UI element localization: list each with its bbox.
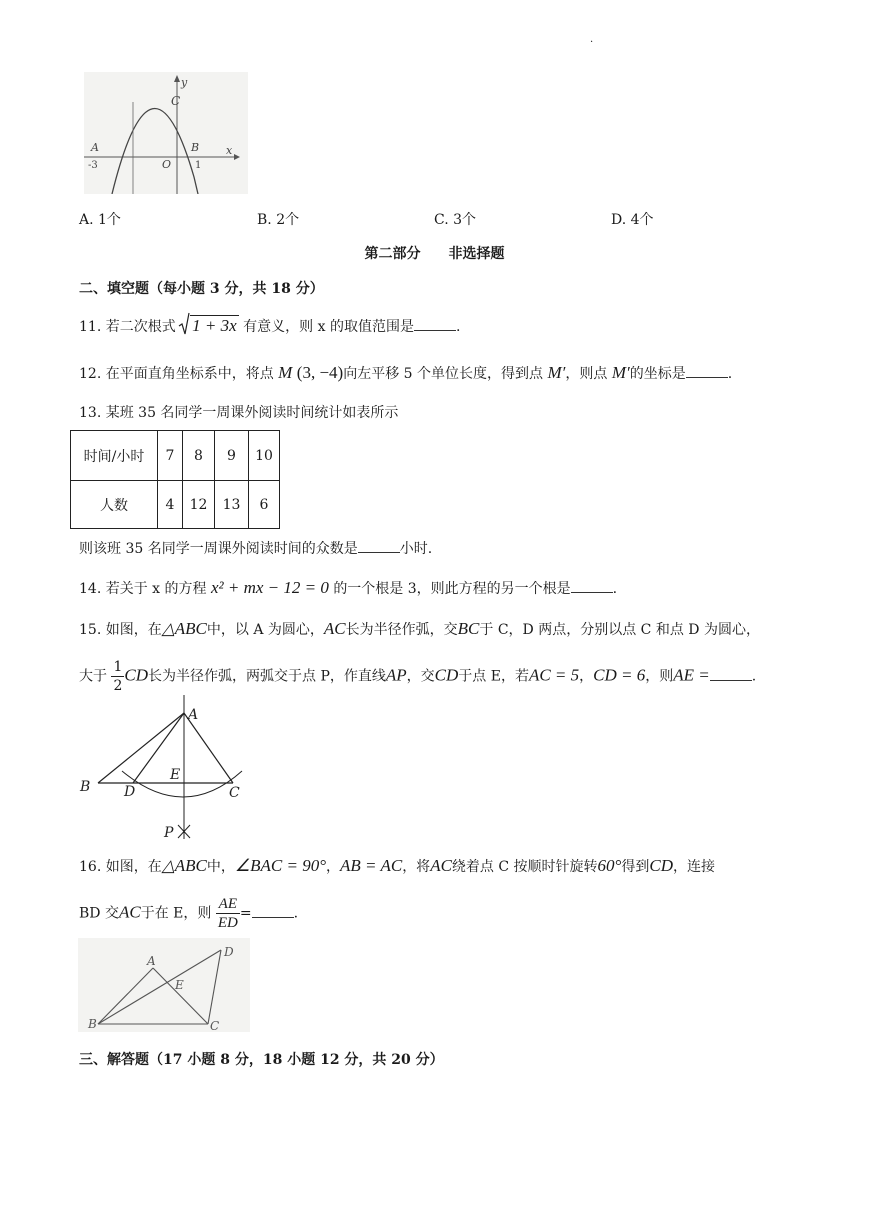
- section-three-heading: 三、解答题（17 小题 8 分，18 小题 12 分，共 20 分）: [79, 1052, 444, 1068]
- table-row: [71, 431, 280, 481]
- header-dot: .: [590, 34, 594, 45]
- parabola-graph: [84, 72, 248, 194]
- table-cell: 8: [183, 431, 215, 481]
- label-b: B: [80, 779, 91, 795]
- label-d: D: [224, 945, 234, 959]
- tick-neg3-label: -3: [88, 160, 98, 171]
- x-axis-label: x: [226, 144, 233, 157]
- reading-time-table: [70, 430, 280, 529]
- table-header-count: 人数: [71, 481, 158, 529]
- question-14: 14. 若关于 x 的方程 x² + mx − 12 = 0 的一个根是 3，则此方程的另一个根是 .: [79, 578, 618, 597]
- point-a-label: A: [91, 141, 99, 154]
- label-c: C: [229, 785, 240, 801]
- answer-blank-11: [414, 316, 456, 331]
- label-b: B: [88, 1017, 97, 1031]
- question-15-line-2: 大于 $\frac{1}{2}$ CD长为半径作弧，两弧交于点 P，作直线AP，交CD于点 E，若AC = 5，CD = 6，则AE = .: [79, 659, 757, 694]
- question-15-line-1: 15. 如图，在△ABC中，以 A 为圆心，AC长为半径作弧，交BC于 C，D 两点，分别以点 C 和点 D 为圆心，: [79, 619, 760, 638]
- label-e: E: [175, 978, 184, 992]
- answer-blank-15: [710, 666, 752, 681]
- question-13-followup: 则该班 35 名同学一周课外阅读时间的众数是 小时.: [79, 538, 432, 559]
- answer-blank-12: [686, 363, 728, 378]
- table-cell: 12: [183, 481, 215, 529]
- table-row: [71, 481, 280, 529]
- table-cell: 6: [249, 481, 280, 529]
- label-a: A: [188, 707, 199, 723]
- y-axis-label: y: [181, 76, 188, 89]
- rotation-figure: [78, 938, 250, 1032]
- table-cell: 10: [249, 431, 280, 481]
- answer-blank-14: [571, 578, 613, 593]
- label-d: D: [124, 784, 136, 800]
- choice-b: B. 2个: [257, 212, 300, 228]
- point-b-label: B: [191, 141, 200, 154]
- question-16-line-2: BD 交AC于在 E，则 $\frac{AE}{ED}$ = .: [79, 896, 299, 931]
- question-12: 12. 在平面直角坐标系中，将点 M (3, −4)向左平移 5 个单位长度，得到点 M′，则点 M′的坐标是 .: [79, 363, 733, 382]
- label-a: A: [147, 954, 156, 968]
- triangle-arc-figure: [78, 693, 248, 843]
- table-cell: 13: [215, 481, 249, 529]
- label-c: C: [210, 1019, 220, 1032]
- table-cell: 4: [158, 481, 183, 529]
- tick-1-label: 1: [195, 160, 202, 171]
- triangle-arc-diagram: [78, 693, 248, 843]
- parabola-figure: [84, 72, 248, 194]
- question-13: 13. 某班 35 名同学一周课外阅读时间统计如表所示: [79, 405, 399, 421]
- rotation-diagram: [78, 938, 250, 1032]
- label-p: P: [164, 825, 174, 841]
- point-c-label: C: [171, 94, 181, 108]
- label-e: E: [170, 767, 181, 783]
- choice-d: D. 4个: [611, 212, 654, 228]
- question-16-line-1: 16. 如图，在△ABC中，∠BAC = 90°，AB = AC，将AC绕着点 C 按顺时针旋转60°得到CD，连接: [79, 856, 715, 875]
- choice-a: A. 1个: [79, 212, 121, 228]
- sqrt-icon: [178, 312, 190, 336]
- part-two-title: 第二部分 非选择题: [364, 246, 505, 262]
- choice-c: C. 3个: [434, 212, 477, 228]
- fraction-half: $\frac{1}{2}$: [113, 659, 123, 694]
- answer-blank-13: [358, 538, 400, 553]
- question-11: 11. 若二次根式 1 + 3x 有意义，则 x 的取值范围是 .: [79, 316, 460, 337]
- section-two-heading: 二、填空题（每小题 3 分，共 18 分）: [79, 281, 324, 297]
- table-cell: 9: [215, 431, 249, 481]
- answer-blank-16: [252, 903, 294, 918]
- sqrt-expression: 1 + 3x: [180, 316, 239, 337]
- fraction-ae-ed: $\frac{AE}{ED}$: [217, 896, 238, 931]
- origin-label: O: [162, 158, 172, 171]
- table-cell: 7: [158, 431, 183, 481]
- table-header-time: 时间/小时: [71, 431, 158, 481]
